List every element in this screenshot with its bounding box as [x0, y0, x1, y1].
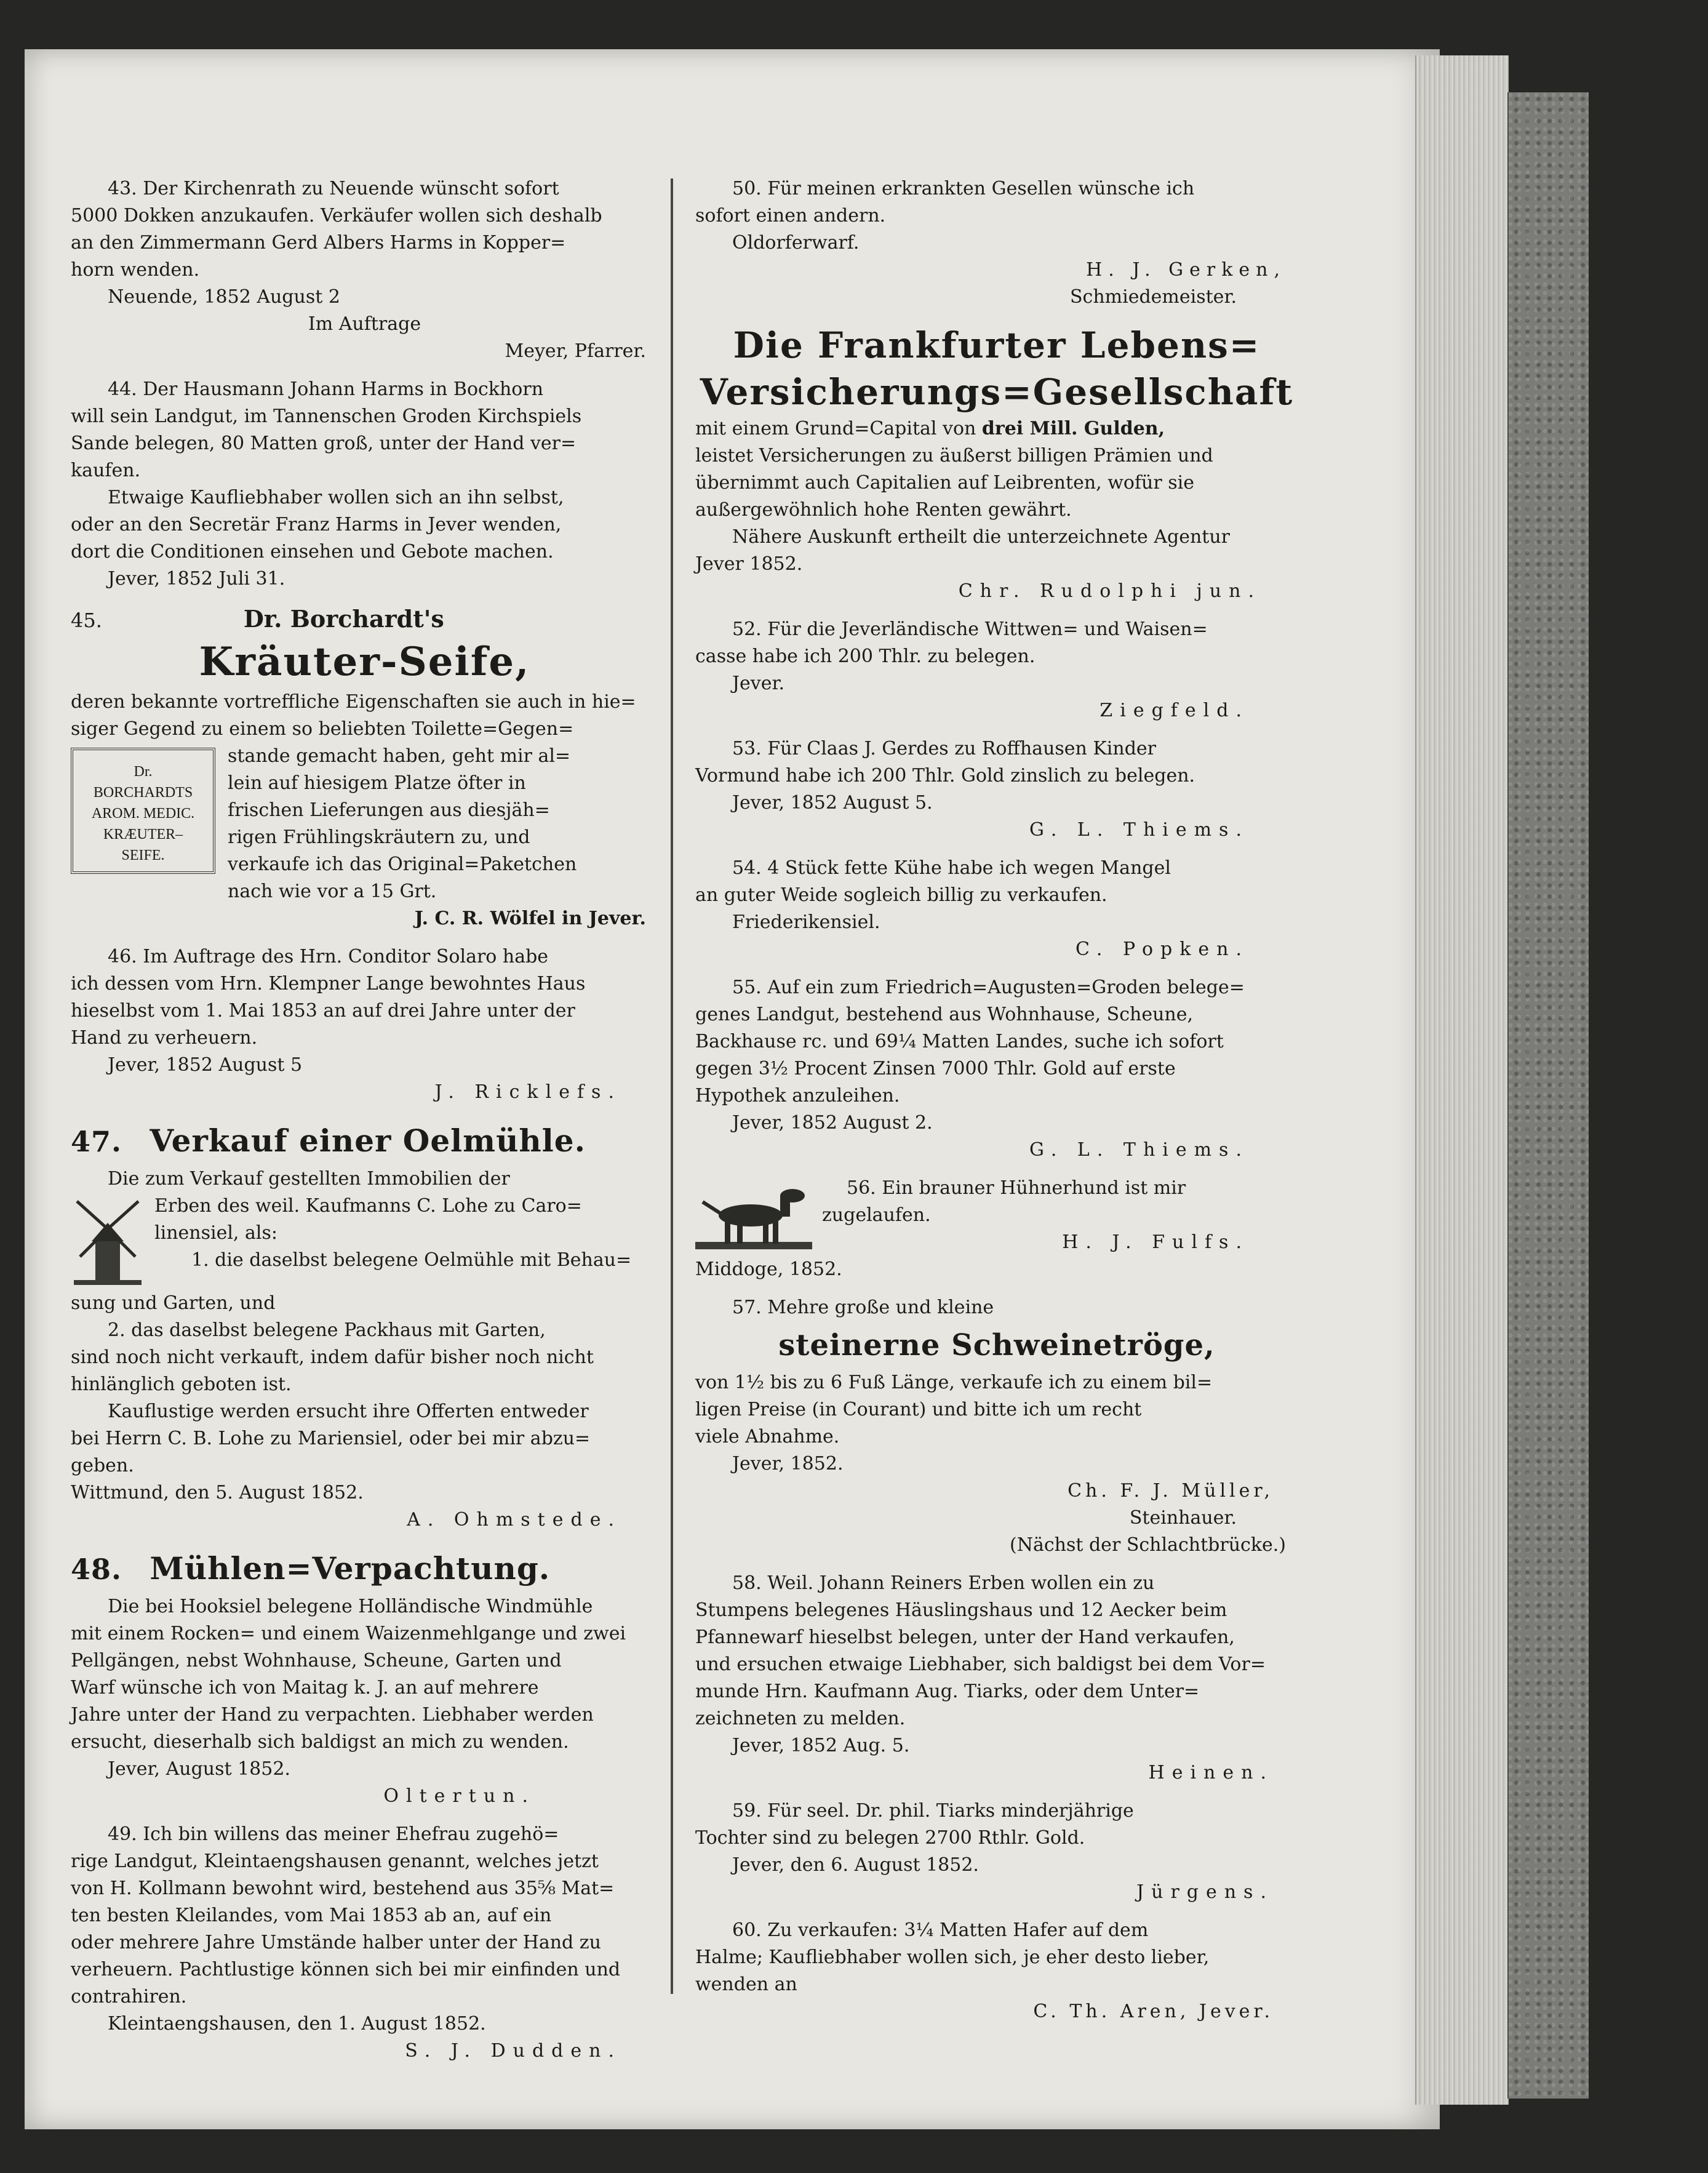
- notice-47-title: Verkauf einer Oelmühle.: [150, 1123, 586, 1159]
- column-rule: [671, 178, 673, 1994]
- line: will sein Landgut, im Tannenschen Groden Kirchspiels: [71, 406, 582, 427]
- line: Hypothek anzuleihen.: [695, 1085, 900, 1107]
- notice-51-title-line2: Versicherungs=Gesellschaft: [700, 371, 1294, 413]
- line: Middoge, 1852.: [695, 1259, 842, 1280]
- line: außergewöhnlich hohe Renten gewährt.: [695, 499, 1072, 521]
- line: Etwaige Kaufliebhaber wollen sich an ihn selbst,: [108, 487, 564, 508]
- windmill-icon: [71, 1195, 145, 1287]
- signature-title: Schmiedemeister.: [1069, 286, 1237, 308]
- notice-43: [71, 175, 658, 365]
- line: wenden an: [695, 1974, 797, 1995]
- line: 59. Für seel. Dr. phil. Tiarks minderjährige: [732, 1800, 1134, 1822]
- line: zeichneten zu melden.: [695, 1708, 906, 1729]
- notice-54: [695, 855, 1298, 963]
- signature: Jürgens.: [1136, 1881, 1274, 1903]
- line: zugelaufen.: [822, 1204, 931, 1226]
- notice-45: [71, 604, 658, 932]
- capital-amount: drei Mill. Gulden,: [981, 418, 1165, 439]
- line: hieselbst vom 1. Mai 1853 an auf drei Jahre unter der: [71, 1000, 575, 1022]
- signature: S. J. Dudden.: [405, 2040, 621, 2062]
- line: Jahre unter der Hand zu verpachten. Liebhaber werden: [71, 1704, 594, 1726]
- signature: J. Ricklefs.: [434, 1081, 621, 1103]
- line: frischen Lieferungen aus diesjäh=: [228, 799, 550, 821]
- stamp-line: SEIFE.: [121, 847, 165, 863]
- signature: H. J. Gerken,: [1086, 259, 1286, 281]
- line: 5000 Dokken anzukaufen. Verkäufer wollen sich deshalb: [71, 205, 602, 226]
- notice-51: [695, 322, 1298, 605]
- page-edges: [1415, 55, 1509, 2105]
- line: sofort einen andern.: [695, 205, 886, 226]
- notice-58: [695, 1570, 1298, 1787]
- line: Jever, 1852 August 2.: [732, 1112, 933, 1134]
- notice-47: [71, 1117, 658, 1534]
- notice-53: [695, 735, 1298, 844]
- line: 60. Zu verkaufen: 3¼ Matten Hafer auf dem: [732, 1919, 1149, 1941]
- line: von H. Kollmann bewohnt wird, bestehend aus 35⅝ Mat=: [71, 1878, 615, 1899]
- line: Jever, 1852 Juli 31.: [108, 568, 285, 590]
- line: 55. Auf ein zum Friedrich=Augusten=Groden belege=: [732, 977, 1245, 998]
- notice-number: 47.: [71, 1125, 122, 1158]
- line: Stumpens belegenes Häuslingshaus und 12 Aecker beim: [695, 1599, 1227, 1621]
- book-cover: [1507, 92, 1589, 2099]
- signature: C. Popken.: [1075, 938, 1249, 960]
- notice-46: [71, 943, 658, 1106]
- line: oder an den Secretär Franz Harms in Jever wenden,: [71, 514, 562, 535]
- soap-stamp: [71, 748, 215, 874]
- line: siger Gegend zu einem so beliebten Toilette=Gegen=: [71, 718, 574, 740]
- line: Die zum Verkauf gestellten Immobilien der: [108, 1168, 510, 1190]
- line: Halme; Kaufliebhaber wollen sich, je eher desto lieber,: [695, 1947, 1210, 1968]
- notice-45-header: [71, 604, 658, 636]
- signature-title: Steinhauer.: [1129, 1507, 1237, 1529]
- line: munde Hrn. Kaufmann Aug. Tiarks, oder dem Unter=: [695, 1681, 1200, 1702]
- notice-48: [71, 1545, 658, 1810]
- line: 1. die daselbst belegene Oelmühle mit Behau=: [191, 1249, 632, 1271]
- signature: Heinen.: [1148, 1762, 1274, 1783]
- line: verkaufe ich das Original=Paketchen: [228, 854, 577, 875]
- line: Jever.: [732, 673, 785, 694]
- signature: Chr. Rudolphi jun.: [958, 580, 1261, 602]
- line: 54. 4 Stück fette Kühe habe ich wegen Mangel: [732, 857, 1171, 879]
- line: contrahiren.: [71, 1986, 187, 2007]
- line: nach wie vor a 15 Grt.: [228, 881, 437, 902]
- line: von 1½ bis zu 6 Fuß Länge, verkaufe ich zu einem bil=: [695, 1372, 1213, 1393]
- notice-number: 45.: [71, 609, 102, 632]
- line: viele Abnahme.: [695, 1426, 840, 1447]
- stamp-line: BORCHARDTS: [93, 785, 193, 801]
- line: deren bekannte vortreffliche Eigenschaften sie auch in hie=: [71, 691, 636, 713]
- line: Im Auftrage: [308, 313, 421, 335]
- line: verheuern. Pachtlustige können sich bei mir einfinden und: [71, 1959, 621, 1980]
- signature: Ziegfeld.: [1099, 700, 1249, 721]
- line: Oldorferwarf.: [732, 232, 860, 254]
- line: Jever, 1852 Aug. 5.: [732, 1735, 910, 1756]
- notice-51-title-line1: Die Frankfurter Lebens=: [733, 324, 1261, 366]
- line: casse habe ich 200 Thlr. zu belegen.: [695, 646, 1036, 667]
- line: rige Landgut, Kleintaengshausen genannt, welches jetzt: [71, 1851, 599, 1872]
- hunting-dog-icon: [695, 1177, 812, 1251]
- line: Hand zu verheuern.: [71, 1027, 258, 1049]
- line: kaufen.: [71, 460, 141, 481]
- line: bei Herrn C. B. Lohe zu Mariensiel, oder bei mir abzu=: [71, 1428, 591, 1449]
- notice-60: [695, 1917, 1298, 2025]
- line: übernimmt auch Capitalien auf Leibrenten, wofür sie: [695, 472, 1194, 494]
- line: 2. das daselbst belegene Packhaus mit Garten,: [108, 1319, 546, 1341]
- line: Jever, August 1852.: [108, 1758, 290, 1780]
- notice-45-headline: Kräuter-Seife,: [199, 639, 530, 685]
- line: Vormund habe ich 200 Thlr. Gold zinslich zu belegen.: [695, 765, 1195, 786]
- line: Sande belegen, 80 Matten groß, unter der Hand ver=: [71, 433, 577, 454]
- notice-47-header: [71, 1117, 658, 1166]
- line: an den Zimmermann Gerd Albers Harms in Kopper=: [71, 232, 566, 254]
- line: Kauflustige werden ersucht ihre Offerten entweder: [108, 1401, 589, 1422]
- notice-52: [695, 616, 1298, 724]
- line: mit einem Rocken= und einem Waizenmehlgange und zwei: [71, 1623, 626, 1644]
- notice-48-header: [71, 1545, 658, 1593]
- line: Pellgängen, nebst Wohnhause, Scheune, Garten und: [71, 1650, 562, 1671]
- line: genes Landgut, bestehend aus Wohnhause, Scheune,: [695, 1004, 1194, 1025]
- notice-44: [71, 376, 658, 593]
- line: horn wenden.: [71, 259, 200, 281]
- line: Pfannewarf hieselbst belegen, unter der Hand verkaufen,: [695, 1627, 1235, 1648]
- notice-55: [695, 974, 1298, 1164]
- line: [695, 415, 1298, 442]
- line: Tochter sind zu belegen 2700 Rthlr. Gold.: [695, 1827, 1085, 1849]
- line: stande gemacht haben, geht mir al=: [228, 745, 571, 767]
- line: 57. Mehre große und kleine: [732, 1297, 994, 1318]
- signature: Meyer, Pfarrer.: [505, 340, 646, 362]
- line: Backhause rc. und 69¼ Matten Landes, suche ich sofort: [695, 1031, 1224, 1052]
- line: Nähere Auskunft ertheilt die unterzeichnete Agentur: [732, 526, 1230, 548]
- line: ich dessen vom Hrn. Klempner Lange bewohntes Haus: [71, 973, 586, 994]
- notice-57-title: steinerne Schweinetröge,: [778, 1328, 1215, 1363]
- signature: J. C. R. Wölfel in Jever.: [414, 908, 646, 929]
- line: linensiel, als:: [154, 1222, 277, 1244]
- notice-57: [695, 1294, 1298, 1559]
- line: an guter Weide sogleich billig zu verkaufen.: [695, 884, 1107, 906]
- line: Erben des weil. Kaufmanns C. Lohe zu Caro=: [154, 1195, 582, 1217]
- line: ten besten Kleilandes, vom Mai 1853 ab an, auf ein: [71, 1905, 552, 1926]
- line: Jever, 1852 August 5.: [732, 792, 933, 814]
- signature: H. J. Fulfs.: [1062, 1231, 1249, 1253]
- line: leistet Versicherungen zu äußerst billigen Prämien und: [695, 445, 1213, 466]
- signature: Oltertun.: [383, 1785, 535, 1807]
- signature: Ch. F. J. Müller,: [1068, 1480, 1274, 1502]
- line: hinlänglich geboten ist.: [71, 1374, 292, 1395]
- line: Jever, 1852.: [732, 1453, 844, 1475]
- line: Wittmund, den 5. August 1852.: [71, 1482, 364, 1503]
- stamp-line: Dr.: [134, 764, 153, 780]
- line: sung und Garten, und: [71, 1292, 276, 1314]
- line: Jever, den 6. August 1852.: [732, 1854, 979, 1876]
- line: 50. Für meinen erkrankten Gesellen wünsche ich: [732, 178, 1195, 199]
- line: oder mehrere Jahre Umstände halber unter der Hand zu: [71, 1932, 601, 1953]
- signature: G. L. Thiems.: [1029, 1139, 1249, 1161]
- signature: A. Ohmstede.: [407, 1509, 621, 1531]
- line: 53. Für Claas J. Gerdes zu Roffhausen Kinder: [732, 738, 1157, 759]
- stamp-line: AROM. MEDIC.: [91, 806, 195, 822]
- notice-45-title: Dr. Borchardt's: [243, 605, 444, 633]
- notice-56: [695, 1175, 1298, 1283]
- line: Friederikensiel.: [732, 911, 880, 933]
- notice-number: 48.: [71, 1553, 122, 1586]
- stamp-line: KRÆUTER–: [103, 826, 183, 842]
- line: Jever, 1852 August 5: [108, 1054, 303, 1076]
- line: Die bei Hooksiel belegene Holländische Windmühle: [108, 1596, 593, 1617]
- line: 56. Ein brauner Hühnerhund ist mir: [847, 1177, 1186, 1199]
- signature-note: (Nächst der Schlachtbrücke.): [1010, 1534, 1286, 1556]
- line: lein auf hiesigem Platze öfter in: [228, 772, 526, 794]
- notice-49: [71, 1821, 658, 2065]
- line: sind noch nicht verkauft, indem dafür bisher noch nicht: [71, 1347, 594, 1368]
- line-part: mit einem Grund=Capital von: [695, 418, 982, 439]
- line: geben.: [71, 1455, 134, 1476]
- line: und ersuchen etwaige Liebhaber, sich baldigst bei dem Vor=: [695, 1654, 1266, 1675]
- line: gegen 3½ Procent Zinsen 7000 Thlr. Gold auf erste: [695, 1058, 1176, 1079]
- signature: G. L. Thiems.: [1029, 819, 1249, 841]
- line: 49. Ich bin willens das meiner Ehefrau zugehö=: [108, 1823, 559, 1845]
- line: 46. Im Auftrage des Hrn. Conditor Solaro habe: [108, 946, 549, 967]
- line: Warf wünsche ich von Maitag k. J. an auf mehrere: [71, 1677, 539, 1699]
- line: 52. Für die Jeverländische Wittwen= und Waisen=: [732, 618, 1208, 640]
- line: Kleintaengshausen, den 1. August 1852.: [108, 2013, 486, 2035]
- left-column: [71, 175, 658, 2076]
- notice-59: [695, 1798, 1298, 1906]
- line: rigen Frühlingskräutern zu, und: [228, 826, 530, 848]
- line: Neuende, 1852 August 2: [108, 286, 340, 308]
- line: dort die Conditionen einsehen und Gebote machen.: [71, 541, 554, 562]
- notice-48-title: Mühlen=Verpachtung.: [150, 1550, 551, 1587]
- line: 44. Der Hausmann Johann Harms in Bockhorn: [108, 378, 544, 400]
- signature: C. Th. Aren, Jever.: [1033, 2001, 1274, 2022]
- notice-50: [695, 175, 1298, 311]
- line: 58. Weil. Johann Reiners Erben wollen ein zu: [732, 1572, 1155, 1594]
- line: ersucht, dieserhalb sich baldigst an mich zu wenden.: [71, 1731, 569, 1753]
- right-column: [695, 175, 1298, 2036]
- line: ligen Preise (in Courant) und bitte ich um recht: [695, 1399, 1142, 1420]
- line: 43. Der Kirchenrath zu Neuende wünscht sofort: [108, 178, 559, 199]
- line: Jever 1852.: [695, 553, 803, 575]
